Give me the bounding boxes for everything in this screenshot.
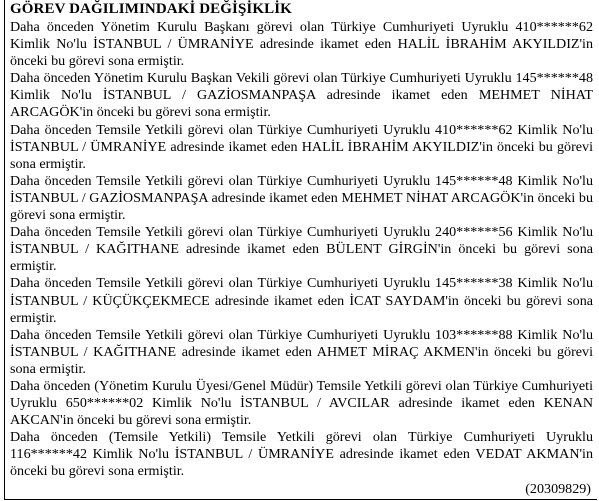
notice-paragraph: Daha önceden Temsile Yetkili görevi olan Türkiye Cumhuriyeti Uyruklu 410******62 Kimlik No'lu İSTANBUL / ÜMRANİYE adresinde ikamet eden HALİL İBRAHİM AKYILDIZ'in önceki bu görevi sona ermiştir.	[10, 121, 593, 172]
notice-title: GÖREV DAĞILIMINDAKİ DEĞİŞİKLİK	[10, 1, 292, 17]
notice-paragraph: Daha önceden Temsile Yetkili görevi olan Türkiye Cumhuriyeti Uyruklu 145******48 Kimlik No'lu İSTANBUL / GAZİOSMANPAŞA adresinde ikamet eden MEHMET NİHAT ARCAGÖK'in önceki bu görevi sona ermiştir.	[10, 172, 593, 224]
notice-paragraph: Daha önceden Yönetim Kurulu Başkanı görevi olan Türkiye Cumhuriyeti Uyruklu 410******62 Kimlik No'lu İSTANBUL / ÜMRANİYE adresinde ikamet eden HALİL İBRAHİM AKYILDIZ'in önceki bu görevi sona ermiştir.	[10, 19, 593, 70]
notice-paragraph: Daha önceden Temsile Yetkili görevi olan Türkiye Cumhuriyeti Uyruklu 145******38 Kimlik No'lu İSTANBUL / KÜÇÜKÇEKMECE adresinde ikamet eden İCAT SAYDAM'in önceki bu görevi sona ermiştir.	[10, 275, 593, 326]
notice-paragraph: Daha önceden Yönetim Kurulu Başkan Vekili görevi olan Türkiye Cumhuriyeti Uyruklu 145******48 Kimlik No'lu İSTANBUL / GAZİOSMANPAŞA adresinde ikamet eden MEHMET NİHAT ARCAGÖK'in önceki bu görevi sona ermiştir.	[10, 70, 593, 121]
notice-reference-number: (20309829)	[525, 480, 591, 497]
notice-paragraph: Daha önceden (Yönetim Kurulu Üyesi/Genel Müdür) Temsile Yetkili görevi olan Türkiye Cumhuriyeti Uyruklu 650******02 Kimlik No'lu İSTANBUL / AVCILAR adresinde ikamet eden KENAN AKCAN'in önceki bu görevi sona ermiştir.	[10, 377, 593, 429]
notice-paragraph: Daha önceden (Temsile Yetkili) Temsile Yetkili görevi olan Türkiye Cumhuriyeti Uyruklu 116******42 Kimlik No'lu İSTANBUL / ÜMRANİYE adresinde ikamet eden VEDAT AKMAN'in önceki bu görevi sona ermiştir.	[10, 429, 593, 480]
notice-paragraph: Daha önceden Temsile Yetkili görevi olan Türkiye Cumhuriyeti Uyruklu 240******56 Kimlik No'lu İSTANBUL / KAĞITHANE adresinde ikamet eden BÜLENT GİRGİN'in önceki bu görevi sona ermiştir.	[10, 224, 593, 275]
notice-paragraph: Daha önceden Temsile Yetkili görevi olan Türkiye Cumhuriyeti Uyruklu 103******88 Kimlik No'lu İSTANBUL / KAĞITHANE adresinde ikamet eden AHMET MİRAÇ AKMEN'in önceki bu görevi sona ermiştir.	[10, 326, 593, 377]
registry-notice	[4, 0, 597, 500]
